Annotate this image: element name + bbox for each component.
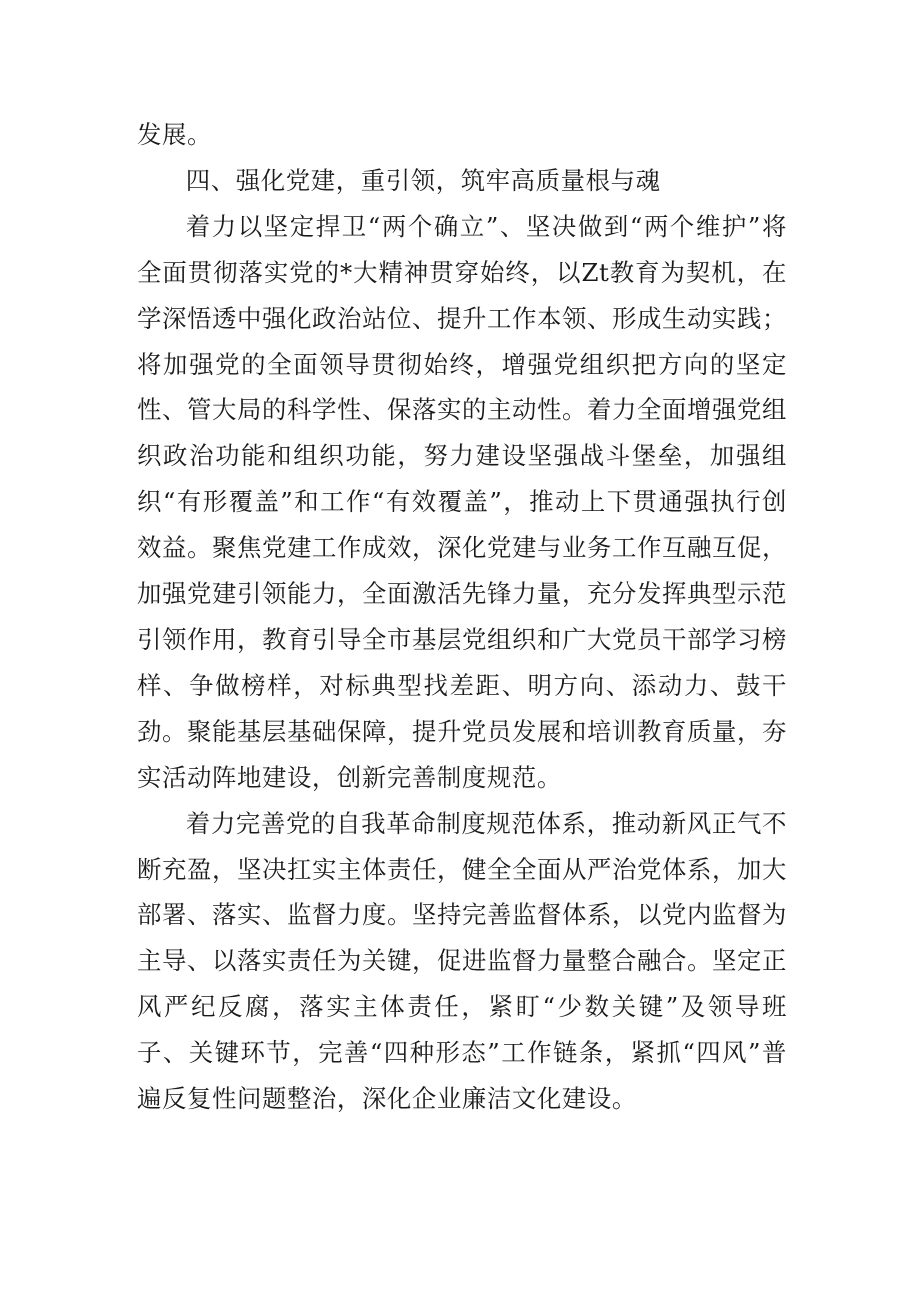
- paragraph-body-2: 着力完善党的自我革命制度规范体系，推动新风正气不断充盈，坚决扛实主体责任，健全全面从严治党体系，加大部署、落实、监督力度。坚持完善监督体系，以党内监督为主导、以落实责任为关键，促进监督力量整合融合。坚定正风严纪反腐，落实主体责任，紧盯“少数关键”及领导班子、关键环节，完善“四种形态”工作链条，紧抓“四风”普遍反复性问题整治，深化企业廉洁文化建设。: [137, 808, 787, 1114]
- paragraph-continuation: 发展。: [137, 120, 212, 149]
- section-heading: 四、强化党建，重引领，筑牢高质量根与魂: [185, 165, 661, 195]
- paragraph-body-1: 着力以坚定捍卫“两个确立”、坚决做到“两个维护”将全面贯彻落实党的*大精神贯穿始终，以Zt教育为契机，在学深悟透中强化政治站位、提升工作本领、形成生动实践；将加强党的全面领导贯彻始终，增强党组织把方向的坚定性、管大局的科学性、保落实的主动性。着力全面增强党组织政治功能和组织功能，努力建设坚强战斗堡垒，加强组织“有形覆盖”和工作“有效覆盖”，推动上下贯通强执行创效益。聚焦党建工作成效，深化党建与业务工作互融互促，加强党建引领能力，全面激活先锋力量，充分发挥典型示范引领作用，教育引导全市基层党组织和广大党员干部学习榜样、争做榜样，对标典型找差距、明方向、添动力、鼓干劲。聚能基层基础保障，提升党员发展和培训教育质量，夯实活动阵地建设，创新完善制度规范。: [137, 211, 787, 792]
- document-body: [137, 112, 787, 1122]
